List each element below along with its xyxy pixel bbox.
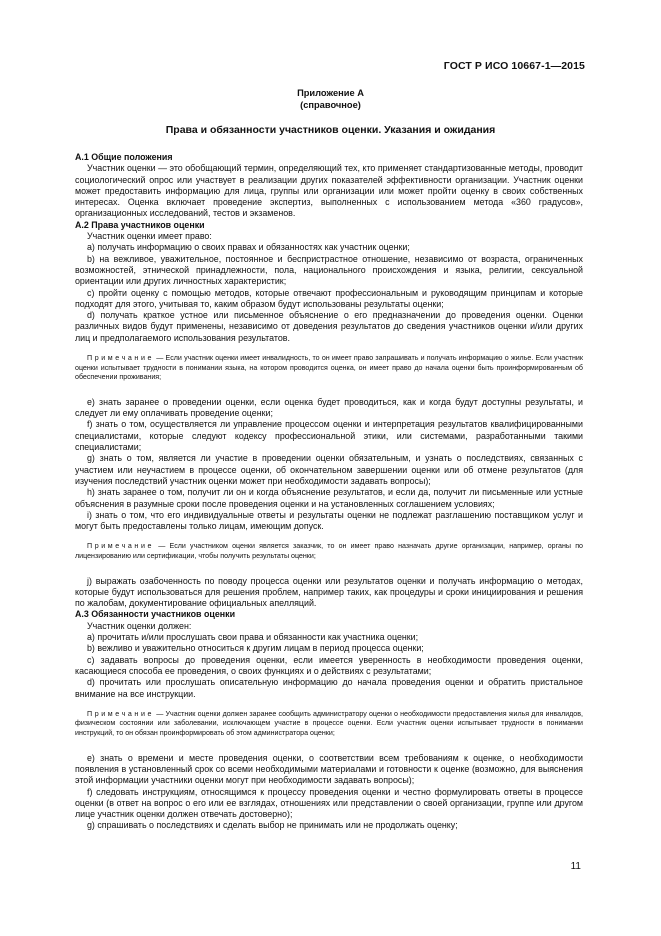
list-item: с) задавать вопросы до проведения оценки, если имеется уверенность в необходимости проведения оценки, касающиеся способа ее проведения, о своих функциях и о действиях с результатами; <box>75 654 583 676</box>
section-a1-heading: А.1 Общие положения <box>75 152 173 162</box>
list-item: d) прочитать или прослушать описательную информацию до начала проведения оценки и обратить пристальное внимание на все инструкции. <box>75 677 583 699</box>
list-item: е) знать заранее о проведении оценки, если оценка будет проводиться, как и когда будут доступны результаты, и следует ли ему оплачивать проведение оценки; <box>75 396 583 419</box>
standard-designation: ГОСТ Р ИСО 10667-1—2015 <box>443 60 585 72</box>
list-item: g) знать о том, является ли участие в проведении оценки обязательным, и узнать о последствиях, связанных с участием или неучастием в процессе оценки, об окончательном завершении оценки или об отмене результатов (для изучения последствий участник оценки может при необходимости задавать вопросы); <box>75 453 583 486</box>
list-item: f) знать о том, осуществляется ли управление процессом оценки и интерпретация результатов квалифицированными специалистами, которые следуют кодексу профессиональной этики, или системами, разработанными такими специалистами; <box>75 419 583 453</box>
list-item: е) знать о времени и месте проведения оценки, о соответствии всем требованиям к оценке, о необходимости появления в установленный срок со всеми необходимыми материалами и готовности к оценке (возможно, для выяснения этой информации участники оценки могут при необходимости задавать вопросы); <box>75 752 583 786</box>
list-item: b) на вежливое, уважительное, постоянное и беспристрастное отношение, независимо от возраста, ограниченных возможностей, этнической принадлежности, пола, национального происхождения и языка, религии, сексуальной ориентации или других личностных характеристик; <box>75 253 583 287</box>
list-item: d) получать краткое устное или письменное объяснение о его предназначении до проведения оценки. Оценки различных видов будут применены, независимо от доведения результатов до сведения участников оценки и/или других лиц и предполагаемого использования результатов. <box>75 310 583 343</box>
list-item: h) знать заранее о том, получит ли он и когда объяснение результатов, и если да, получит ли письменные или устные объяснения в разумные сроки после проведения оценки и на установленных соглашением условиях; <box>75 487 583 509</box>
note-label: Примечание <box>87 354 155 363</box>
section-a3-heading: А.3 Обязанности участников оценки <box>75 609 236 620</box>
list-item: а) получать информацию о своих правах и обязанностях как участник оценки; <box>87 242 410 253</box>
note-label: Примечание <box>87 709 155 718</box>
list-item: а) прочитать и/или прослушать свои права и обязанности как участника оценки; <box>87 632 419 643</box>
note-1 <box>75 354 583 383</box>
list-item: b) вежливо и уважительно относиться к другим лицам в период процесса оценки; <box>87 643 424 654</box>
note-label: Примечание <box>87 542 155 551</box>
note-text: — Если участником оценки является заказчик, то он имеет право назначать другие организации, например, органы по лицензированию или сертификации, чтобы получить результаты оценки; <box>75 542 583 560</box>
list-item: j) выражать озабоченность по поводу процесса оценки или результатов оценки и получать информацию о методах, которые будут использоваться для решения проблем, например таких, как процедуры и сроки инициирования и решения по жалобам, документирование официальных апелляций. <box>75 575 583 609</box>
note-text: — Если участник оценки имеет инвалидность, то он имеет право запрашивать и получать информацию о жилье. Если участник оценки испытывает трудности в понимании языка, на котором проводится оценка, он имеет право до начала оценки быть проинформированным об обеспечении проживания; <box>75 354 583 382</box>
document-body <box>75 152 583 832</box>
list-item: f) следовать инструкциям, относящимся к процессу проведения оценки и честно формулировать ответы в процессе оценки (в ответ на вопрос о его или ее взглядах, отношениях или представлении о своей организации, группе или другом лице участник оценки должен отвечать достоверно); <box>75 786 583 820</box>
note-3 <box>75 710 583 739</box>
annex-title: Права и обязанности участников оценки. Указания и ожидания <box>165 124 496 136</box>
note-2 <box>75 542 583 561</box>
note-text: — Участник оценки должен заранее сообщить администратору оценки о необходимости предоставления жилья для инвалидов, физическом состоянии или заболевании, исключающем участие в процессе оценки. Если участник оценки испытывает трудности в понимании инструкций, то он обязан проинформировать об этом администратора оценки; <box>75 709 583 738</box>
list-item: g) спрашивать о последствиях и сделать выбор не принимать или не продолжать оценку; <box>87 820 458 831</box>
list-item: с) пройти оценку с помощью методов, которые отвечают профессиональным и руководящим принципам и которые подходят для этого, учитывая то, каким образом будут использованы результаты оценки; <box>75 287 583 309</box>
section-a2-intro: Участник оценки имеет право: <box>87 231 212 242</box>
annex-label: Приложение А <box>297 88 364 98</box>
list-item: i) знать о том, что его индивидуальные ответы и результаты оценки не подлежат разглашению поставщиком услуг и могут быть предоставлены только лицам, имеющим допуск. <box>75 509 583 532</box>
section-a1-text: Участник оценки — это обобщающий термин, определяющий тех, кто применяет стандартизованные методы, проводит социологический опрос или участвует в реализации других показателей эффективности организации. Участник оценки может предоставить информацию для лица, группы или организации или может пройти оценку в своих собственных интересах. Оценка включает проведение экспертиз, выполненных с использованием метода «360 градусов», организационных исследований, тестов и экзаменов. <box>75 163 583 219</box>
annex-type: (справочное) <box>300 100 361 110</box>
section-a3-intro: Участник оценки должен: <box>87 620 192 631</box>
page-number: 11 <box>570 861 581 872</box>
section-a2-heading: А.2 Права участников оценки <box>75 219 205 230</box>
